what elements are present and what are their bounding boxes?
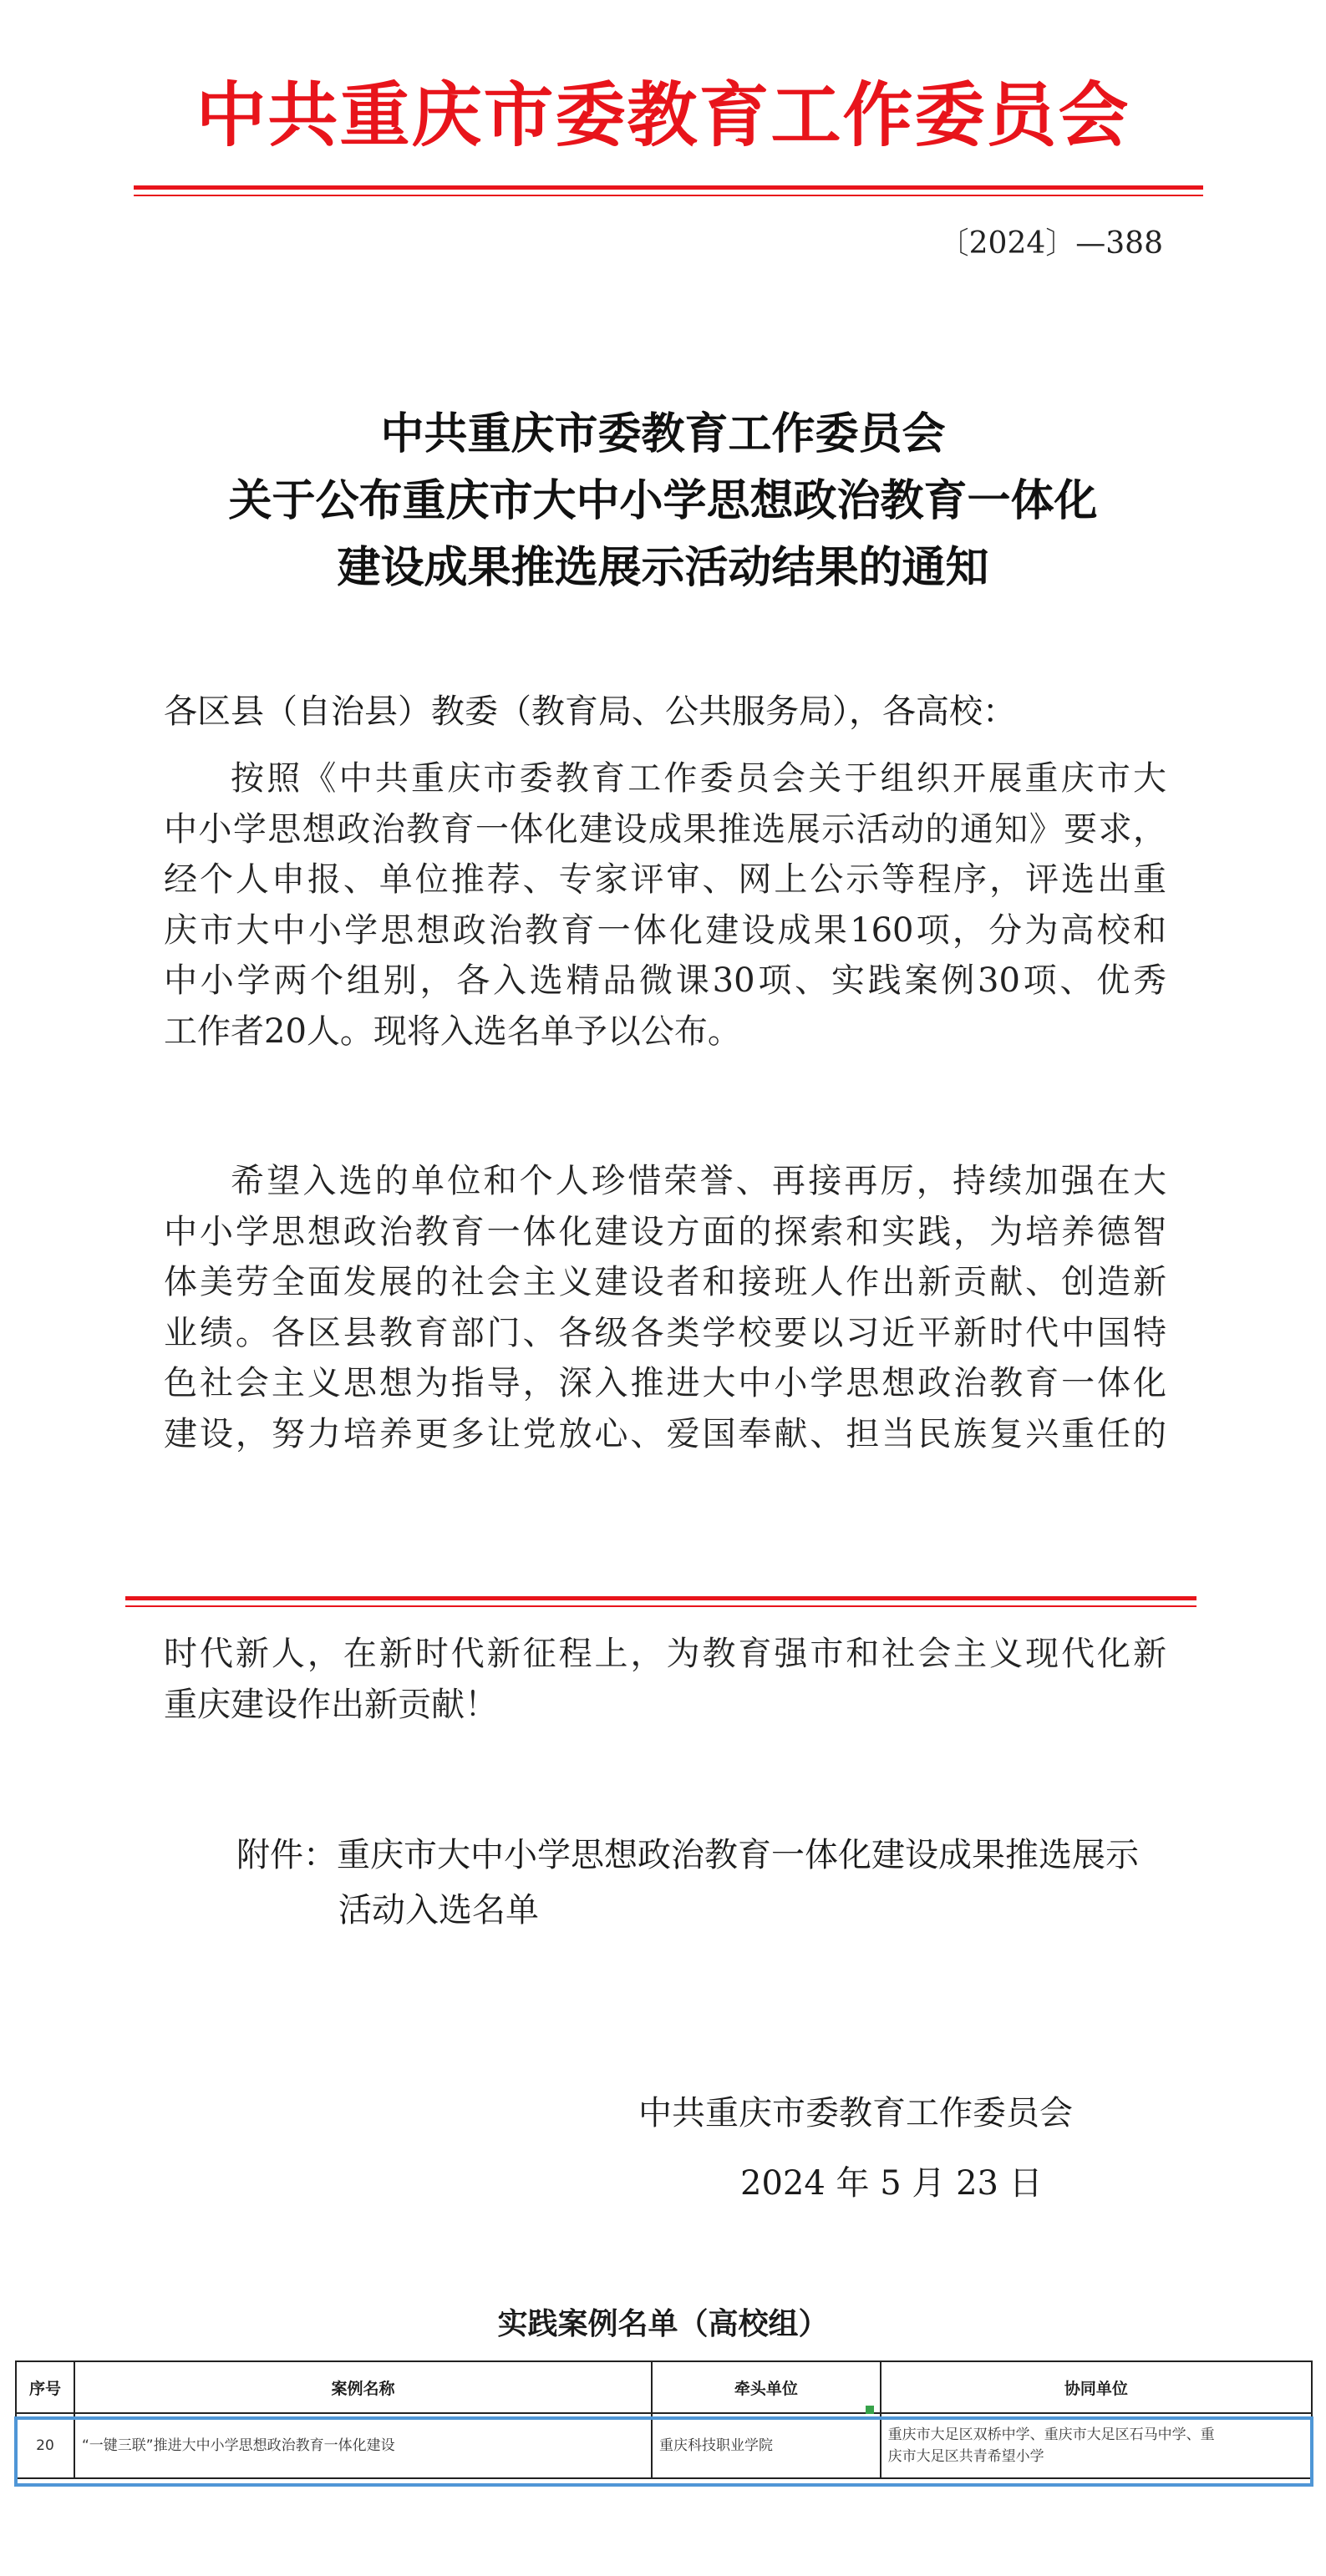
cell-case-name: “一键三联”推进大中小学思想政治教育一体化建设 bbox=[74, 2413, 652, 2478]
signature-date: 2024 年 5 月 23 日 bbox=[740, 2164, 1043, 2203]
paragraph-line: 体美劳全面发展的社会主义建设者和接班人作出新贡献、创造新 bbox=[164, 1263, 1166, 1302]
header-index: 序号 bbox=[16, 2361, 74, 2413]
page-divider-thick bbox=[125, 1596, 1196, 1600]
paragraph-line: 中小学思想政治教育一体化建设成果推选展示活动的通知》要求， bbox=[164, 809, 1166, 849]
cell-partner-units bbox=[881, 2413, 1312, 2478]
paragraph-line: 中小学两个组别，各入选精品微课30项、实践案例30项、优秀 bbox=[164, 961, 1166, 1001]
title-line-3: 建设成果推选展示活动结果的通知 bbox=[337, 542, 989, 593]
signature-org: 中共重庆市委教育工作委员会 bbox=[638, 2094, 1073, 2132]
table-title: 实践案例名单（高校组） bbox=[497, 2306, 829, 2341]
partner-line: 庆市大足区共青希望小学 bbox=[887, 2448, 1044, 2465]
paragraph-2 bbox=[164, 1156, 1166, 1460]
header-divider-thick bbox=[134, 185, 1203, 190]
salutation: 各区县（自治县）教委（教育局、公共服务局），各高校： bbox=[164, 692, 1016, 731]
header-case-name: 案例名称 bbox=[74, 2361, 652, 2413]
title-line-1: 中共重庆市委教育工作委员会 bbox=[380, 408, 946, 459]
header-partner-units: 协同单位 bbox=[881, 2361, 1312, 2413]
table-row[interactable] bbox=[16, 2413, 1312, 2478]
cell-index: 20 bbox=[16, 2413, 74, 2478]
paragraph-line: 工作者20人。现将入选名单予以公布。 bbox=[164, 1012, 741, 1051]
page-divider-thin bbox=[125, 1605, 1196, 1607]
notice-title bbox=[0, 401, 1326, 601]
issuing-org-header: 中共重庆市委教育工作委员会 bbox=[196, 74, 1130, 156]
partner-line: 重庆市大足区双桥中学、重庆市大足区石马中学、重 bbox=[887, 2426, 1215, 2443]
document-number: 〔2024〕—388 bbox=[938, 226, 1163, 261]
paragraph-line: 建设，努力培养更多让党放心、爱国奉献、担当民族复兴重任的 bbox=[164, 1414, 1166, 1453]
attachment-line-2: 活动入选名单 bbox=[338, 1891, 539, 1929]
paragraph-line: 重庆建设作出新贡献！ bbox=[164, 1685, 498, 1724]
title-line-2: 关于公布重庆市大中小学思想政治教育一体化 bbox=[228, 475, 1098, 526]
paragraph-line: 庆市大中小学思想政治教育一体化建设成果160项，分为高校和 bbox=[164, 910, 1166, 950]
paragraph-line: 色社会主义思想为指导，深入推进大中小学思想政治教育一体化 bbox=[164, 1364, 1166, 1403]
paragraph-2-continued bbox=[164, 1629, 1166, 1730]
practice-case-table bbox=[15, 2360, 1313, 2479]
paragraph-line: 业绩。各区县教育部门、各级各类学校要以习近平新时代中国特 bbox=[164, 1313, 1166, 1352]
paragraph-line: 希望入选的单位和个人珍惜荣誉、再接再厉，持续加强在大 bbox=[231, 1162, 1166, 1200]
attachment-line-1: 附件：重庆市大中小学思想政治教育一体化建设成果推选展示 bbox=[236, 1836, 1139, 1874]
attachment-note bbox=[236, 1828, 1139, 1938]
table-header-row bbox=[16, 2361, 1312, 2413]
paragraph-line: 中小学思想政治教育一体化建设方面的探索和实践，为培养德智 bbox=[164, 1212, 1166, 1251]
header-divider-thin bbox=[134, 195, 1203, 196]
paragraph-line: 时代新人，在新时代新征程上，为教育强市和社会主义现代化新 bbox=[164, 1635, 1166, 1673]
paragraph-line: 经个人申报、单位推荐、专家评审、网上公示等程序，评选出重 bbox=[164, 860, 1166, 900]
paragraph-line: 按照《中共重庆市委教育工作委员会关于组织开展重庆市大 bbox=[231, 759, 1166, 798]
cell-lead-unit: 重庆科技职业学院 bbox=[652, 2413, 881, 2478]
header-lead-unit: 牵头单位 bbox=[652, 2361, 881, 2413]
paragraph-1 bbox=[164, 753, 1166, 1057]
cell-marker-icon bbox=[866, 2406, 874, 2414]
